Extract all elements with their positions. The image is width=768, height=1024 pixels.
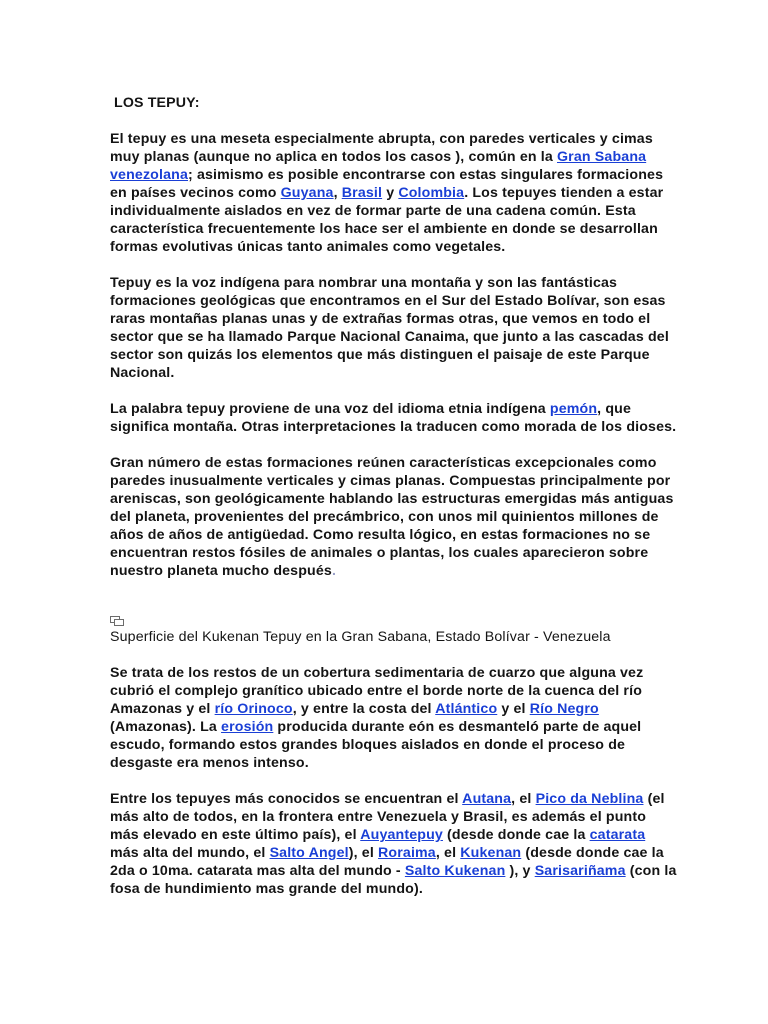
link-colombia[interactable]: Colombia	[398, 185, 465, 201]
image-caption: Superficie del Kukenan Tepuy en la Gran Sabana, Estado Bolívar - Venezuela	[110, 629, 611, 645]
link-venezolana[interactable]: venezolana	[110, 167, 188, 183]
paragraph-sedimentaria	[110, 664, 678, 772]
text: , el	[511, 791, 536, 807]
text: Gran número de estas formaciones reúnen características excepcionales como paredes inusualmente verticales y cimas planas. Compuestas principalmente por areniscas, son geológicamente hablando las estructuras emergidas más antiguas del planeta, provenientes del precámbrico, con unos mil quinientos millones de años de años de antigüedad. Como resulta lógico, en estas formaciones no se encuentran restos fósiles de animales o plantas, los cuales aparecieron sobre nuestro planeta mucho después	[110, 455, 674, 579]
text: La palabra tepuy proviene de una voz del idioma etnia indígena	[110, 401, 550, 417]
text: (con la fosa de hundimiento mas grande del mundo).	[110, 863, 677, 897]
text: El tepuy es una meseta especialmente abrupta, con paredes verticales y cimas muy planas (aunque no aplica en todos los casos ), común en la	[110, 131, 653, 165]
text: (el más alto de todos, en la frontera entre Venezuela y Brasil, es además el punto más elevado en este último país), el	[110, 791, 665, 843]
text: , el	[435, 845, 461, 861]
link-salto-angel[interactable]: Salto Angel	[269, 845, 349, 861]
text: ), y	[505, 863, 535, 879]
text: , y entre la costa del	[292, 701, 436, 717]
text: y	[382, 185, 399, 201]
text: .	[331, 563, 337, 579]
page-title: LOS TEPUY:	[114, 95, 200, 111]
text: , que significa montaña. Otras interpretaciones la traducen como morada de los dioses.	[110, 401, 677, 435]
paragraph-tepuy-voz: Tepuy es la voz indígena para nombrar una montaña y son las fantásticas formaciones geológicas que encontramos en el Sur del Estado Bolívar, son esas raras montañas planas unas y de extrañas formas otras, que vemos en todo el sector que se ha llamado Parque Nacional Canaima, que junto a las cascadas del sector son quizás los elementos que más distinguen el paisaje de este Parque Nacional.	[110, 275, 669, 381]
link-pemon[interactable]: pemón	[549, 401, 598, 417]
link-kukenan[interactable]: Kukenan	[460, 845, 522, 861]
image-placeholder-icon[interactable]	[110, 616, 124, 626]
link-rio-orinoco[interactable]: río Orinoco	[214, 701, 293, 717]
text: más alta del mundo, el	[110, 845, 270, 861]
text: (desde donde cae la 2da o 10ma. catarata mas alta del mundo -	[110, 845, 664, 879]
link-salto-kukenan[interactable]: Salto Kukenan	[404, 863, 506, 879]
paragraph-palabra	[110, 400, 678, 436]
text: ; asimismo es posible encontrarse con estas singulares formaciones en países vecinos como	[110, 167, 664, 201]
text: producida durante eón es desmanteló parte de aquel escudo, formando estos grandes bloques aislados en donde el proceso de desgaste era menos intenso.	[110, 719, 642, 771]
text: Se trata de los restos de un cobertura sedimentaria de cuarzo que alguna vez cubrió el complejo granítico ubicado entre el borde norte de la cuenca del río Amazonas y el	[110, 665, 644, 717]
link-sarisarinama[interactable]: Sarisariñama	[534, 863, 626, 879]
link-atlantico[interactable]: Atlántico	[435, 701, 498, 717]
image-caption-block	[110, 616, 678, 646]
link-roraima[interactable]: Roraima	[378, 845, 436, 861]
link-autana[interactable]: Autana	[462, 791, 512, 807]
text: Entre los tepuyes más conocidos se encuentran el	[110, 791, 463, 807]
link-auyantepuy[interactable]: Auyantepuy	[360, 827, 443, 843]
text: (Amazonas). La	[110, 719, 222, 735]
text: ,	[333, 185, 342, 201]
paragraph-formaciones	[110, 454, 678, 580]
paragraph-tepuyes-conocidos	[110, 790, 678, 898]
text: y el	[497, 701, 530, 717]
link-guyana[interactable]: Guyana	[280, 185, 334, 201]
link-brasil[interactable]: Brasil	[341, 185, 383, 201]
link-rio-negro[interactable]: Río Negro	[529, 701, 599, 717]
link-gran-sabana[interactable]: Gran Sabana	[557, 149, 647, 165]
text: (desde donde cae la	[442, 827, 590, 843]
link-catarata[interactable]: catarata	[589, 827, 646, 843]
text: ), el	[348, 845, 379, 861]
link-pico-da-neblina[interactable]: Pico da Neblina	[535, 791, 644, 807]
paragraph-intro	[110, 130, 678, 256]
text: . Los tepuyes tienden a estar individualmente aislados en vez de formar parte de una cadena común. Esta característica frecuentemente los hace ser el ambiente en donde se desarrollan formas evolutivas únicas tanto animales como vegetales.	[110, 185, 664, 255]
link-erosion[interactable]: erosión	[221, 719, 274, 735]
